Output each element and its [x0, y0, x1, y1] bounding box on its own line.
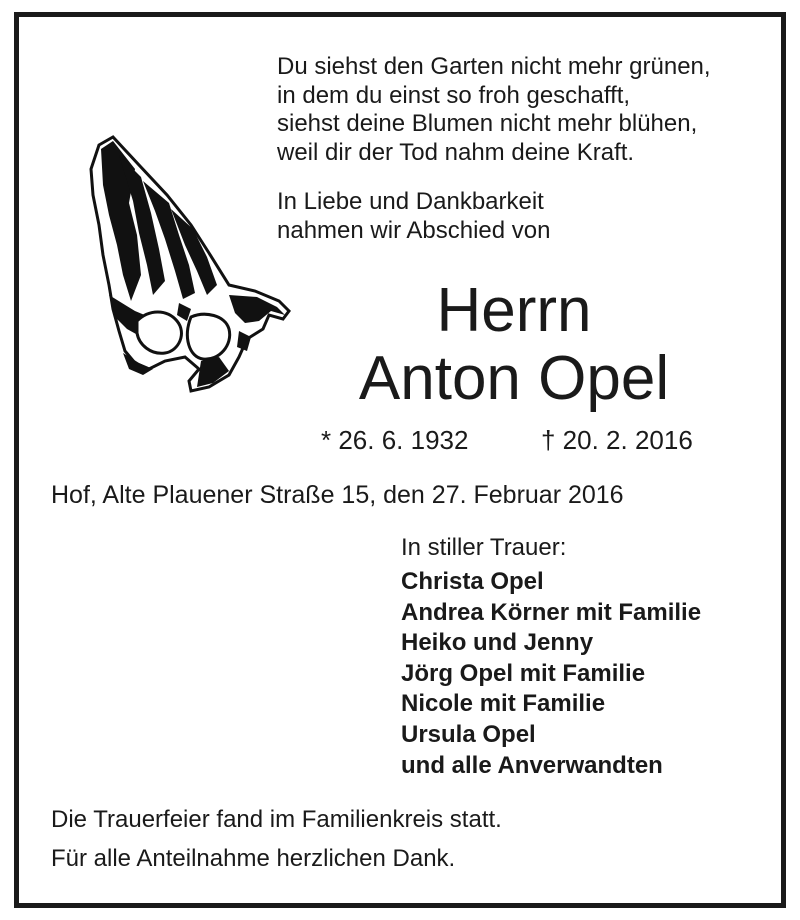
- intro-line: In Liebe und Dankbarkeit: [277, 188, 544, 215]
- mourner-name: Nicole mit Familie: [401, 690, 606, 718]
- death-date: † 20. 2. 2016: [541, 425, 693, 455]
- closing-line: Die Trauerfeier fand im Familienkreis statt.: [51, 806, 502, 833]
- mourner-name: Jörg Opel mit Familie: [401, 659, 646, 687]
- obituary-frame: [14, 12, 786, 908]
- mourner-name: Christa Opel: [401, 568, 544, 595]
- mourning-label: In stiller Trauer:: [401, 534, 567, 561]
- poem-line: weil dir der Tod nahm deine Kraft.: [277, 138, 635, 166]
- mourner-list: [401, 567, 701, 781]
- closing-line: Für alle Anteilnahme herzlichen Dank.: [51, 845, 456, 872]
- mourner-name: Ursula Opel: [401, 720, 536, 748]
- deceased-salutation: Herrn: [436, 276, 592, 345]
- poem-line: siehst deine Blumen nicht mehr blühen,: [277, 110, 698, 137]
- deceased-name: Anton Opel: [358, 344, 670, 413]
- poem-line: Du siehst den Garten nicht mehr grünen,: [277, 53, 711, 80]
- mourner-name: Heiko und Jenny: [401, 629, 594, 657]
- poem: [277, 53, 711, 167]
- mourner-name: und alle Anverwandten: [401, 751, 663, 779]
- place-and-date: Hof, Alte Plauener Straße 15, den 27. Februar 2016: [51, 481, 624, 509]
- birth-date: * 26. 6. 1932: [321, 425, 469, 455]
- mourner-name: Andrea Körner mit Familie: [401, 598, 702, 626]
- intro-text: [277, 188, 551, 245]
- poem-line: in dem du einst so froh geschafft,: [277, 81, 631, 109]
- intro-line: nahmen wir Abschied von: [277, 216, 551, 244]
